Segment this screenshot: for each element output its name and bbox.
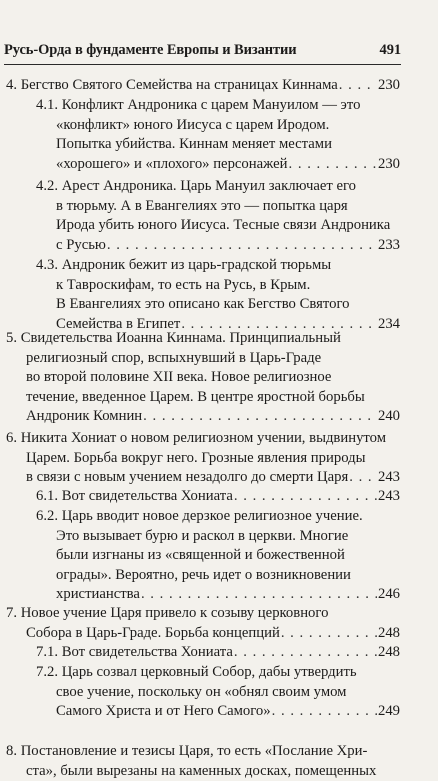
- toc-page-number: 249: [377, 703, 400, 720]
- toc-entry-line: [36, 643, 400, 663]
- toc-entry-line: [6, 76, 400, 96]
- toc-page-number: 233: [377, 236, 400, 253]
- page-number: 491: [379, 42, 401, 58]
- toc-entry: [6, 429, 400, 488]
- toc-leader-dots: [143, 407, 377, 427]
- toc-entry-text: христианства: [56, 586, 140, 603]
- toc-entry-text: Ирода убить юного Иисуса. Тесные связи Андроника: [56, 217, 391, 234]
- toc-entry-text: Семейства в Египет: [56, 315, 181, 332]
- toc-entry-text: к Тавроскифам, то есть на Русь, в Крым.: [56, 276, 311, 293]
- toc-entry-text: с Русью: [56, 236, 106, 253]
- toc-entry-line: [6, 329, 400, 349]
- toc-entry-text: 4.3. Андроник бежит из царь-градской тюрьмы: [36, 257, 332, 273]
- toc-entry-line: [36, 507, 400, 527]
- toc-entry-text: 4. Бегство Святого Семейства на страницах Киннама: [6, 77, 338, 93]
- toc-entry: [36, 177, 400, 255]
- toc-leader-dots: [289, 155, 377, 175]
- toc-entry-line: [36, 683, 400, 703]
- toc-entry-text: 7. Новое учение Царя привело к созыву церковного: [6, 605, 329, 621]
- toc-page-number: 240: [377, 408, 400, 425]
- toc-entry-line: [36, 585, 400, 605]
- toc-entry-text: Самого Христа и от Него Самого»: [56, 703, 271, 720]
- toc-entry-line: [36, 566, 400, 586]
- toc-entry-line: [6, 742, 400, 762]
- toc-leader-dots: [234, 643, 377, 663]
- toc-entry-line: [6, 604, 400, 624]
- toc-entry-line: [6, 624, 400, 644]
- toc-entry-line: [36, 155, 400, 175]
- toc-entry-line: [36, 216, 400, 236]
- toc-entry-line: [36, 295, 400, 315]
- toc-entry: [36, 256, 400, 334]
- toc-entry-text: 6.1. Вот свидетельства Хониата: [36, 488, 233, 504]
- toc-entry-text: ста», были вырезаны на каменных досках, помещенных: [26, 762, 377, 779]
- toc-entry-text: 4.1. Конфликт Андроника с царем Мануилом — это: [36, 97, 361, 113]
- toc-entry-text: 8. Постановление и тезисы Царя, то есть «Послание Хри-: [6, 743, 368, 759]
- toc-entry: [36, 96, 400, 174]
- toc-entry: [36, 507, 400, 605]
- toc-entry-line: [36, 487, 400, 507]
- toc-entry-text: религиозный спор, вспыхнувший в Царь-Граде: [26, 349, 322, 366]
- toc-entry-line: [36, 276, 400, 296]
- toc-entry-text: Андроник Комнин: [26, 408, 143, 425]
- toc-entry-text: были изгнаны из «священной и божественной: [56, 547, 345, 564]
- toc-page-number: 243: [377, 488, 400, 504]
- toc-entry-text: 5. Свидетельства Иоанна Киннама. Принципиальный: [6, 330, 341, 346]
- toc-entry-text: во второй половине XII века. Новое религиозное: [26, 369, 332, 386]
- toc-page-number: 246: [377, 586, 400, 603]
- toc-entry: [36, 643, 400, 663]
- toc-page-number: 248: [377, 624, 400, 641]
- toc-entry-text: В Евангелиях это описано как Бегство Святого: [56, 296, 350, 313]
- toc-leader-dots: [272, 702, 377, 722]
- toc-entry: [6, 742, 400, 781]
- toc-entry-text: 7.1. Вот свидетельства Хониата: [36, 644, 233, 660]
- toc-page-number: 230: [377, 155, 400, 172]
- toc-entry: [36, 487, 400, 507]
- running-header: [4, 42, 401, 62]
- toc-entry-line: [36, 197, 400, 217]
- toc-entry-text: Это вызывает бурю и раскол в церкви. Многие: [56, 527, 349, 544]
- toc-entry-text: Царем. Борьба вокруг него. Грозные явления природы: [26, 449, 366, 466]
- toc-page-number: 248: [377, 644, 400, 660]
- toc-entry-line: [6, 468, 400, 488]
- toc-entry-text: 6. Никита Хониат о новом религиозном учении, выдвинутом: [6, 430, 387, 446]
- toc-page-number: 234: [377, 315, 400, 332]
- toc-entry: [6, 604, 400, 643]
- toc-entry-line: [6, 407, 400, 427]
- toc-entry-line: [6, 349, 400, 369]
- toc-entry-text: Попытка убийства. Киннам меняет местами: [56, 136, 332, 153]
- toc-entry: [36, 663, 400, 722]
- toc-entry-line: [36, 236, 400, 256]
- toc-entry-text: «конфликт» юного Иисуса с царем Иродом.: [56, 116, 330, 133]
- toc-entry-line: [36, 527, 400, 547]
- toc-entry-line: [6, 429, 400, 449]
- toc-entry-text: 4.2. Арест Андроника. Царь Мануил заключает его: [36, 178, 356, 194]
- toc-leader-dots: [349, 468, 377, 488]
- toc-entry-line: [36, 663, 400, 683]
- toc-entry-line: [36, 135, 400, 155]
- toc-entry-line: [36, 96, 400, 116]
- toc-entry-line: [6, 449, 400, 469]
- toc-leader-dots: [141, 585, 377, 605]
- toc-page-number: 230: [377, 77, 400, 93]
- book-title: Русь-Орда в фундаменте Европы и Византии: [4, 42, 297, 58]
- toc-entry-text: течение, введенное Царем. В центре яростной борьбы: [26, 388, 365, 405]
- toc-leader-dots: [107, 236, 377, 256]
- toc-entry-line: [6, 762, 400, 781]
- toc-page-number: 243: [377, 469, 400, 486]
- toc-entry-line: [36, 546, 400, 566]
- toc-entry-line: [36, 116, 400, 136]
- header-rule: [4, 64, 401, 65]
- toc-entry-line: [36, 256, 400, 276]
- toc-leader-dots: [281, 624, 377, 644]
- toc-entry-text: в связи с новым учением незадолго до смерти Царя: [26, 469, 349, 486]
- toc-entry-line: [6, 388, 400, 408]
- toc-leader-dots: [234, 487, 377, 507]
- toc-entry-line: [6, 368, 400, 388]
- toc-entry-text: 6.2. Царь вводит новое дерзкое религиозное учение.: [36, 508, 363, 524]
- toc-entry-text: «хорошего» и «плохого» персонажей: [56, 155, 288, 172]
- toc-entry-text: ограды». Вероятно, речь идет о возникновении: [56, 566, 351, 583]
- toc-entry-text: Собора в Царь-Граде. Борьба концепций: [26, 624, 280, 641]
- toc-entry-text: свое учение, поскольку он «обнял своим умом: [56, 683, 347, 700]
- toc-entry-text: 7.2. Царь созвал церковный Собор, дабы утвердить: [36, 664, 357, 680]
- toc-leader-dots: [339, 76, 377, 96]
- toc-entry-line: [36, 702, 400, 722]
- toc-entry: [6, 329, 400, 427]
- toc-entry: [6, 76, 400, 96]
- toc-entry-line: [36, 177, 400, 197]
- toc-entry-text: в тюрьму. А в Евангелиях это — попытка царя: [56, 197, 348, 214]
